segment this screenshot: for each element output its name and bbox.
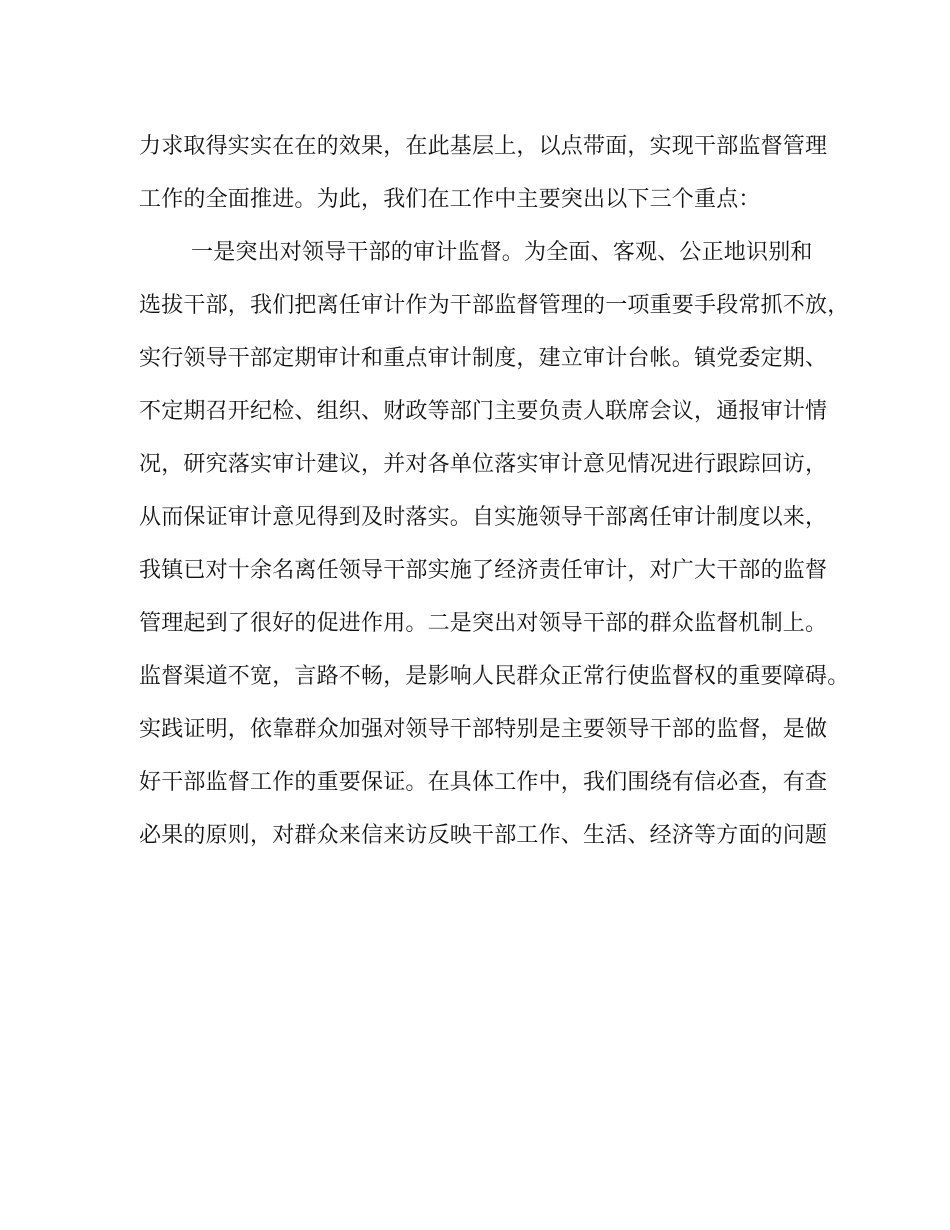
text-line-7: 况，研究落实审计建议，并对各单位落实审计意见情况进行跟踪回访， — [139, 452, 828, 477]
text-line-2: 工作的全面推进。为此，我们在工作中主要突出以下三个重点： — [139, 187, 761, 212]
text-line-5: 实行领导干部定期审计和重点审计制度，建立审计台帐。镇党委定期、 — [139, 346, 828, 371]
text-line-4: 选拔干部，我们把离任审计作为干部监督管理的一项重要手段常抓不放， — [139, 293, 850, 318]
text-line-14: 必果的原则，对群众来信来访反映干部工作、生活、经济等方面的问题 — [139, 823, 828, 848]
text-line-1: 力求取得实实在在的效果，在此基层上，以点带面，实现干部监督管理 — [139, 134, 828, 159]
text-line-3: 一是突出对领导干部的审计监督。为全面、客观、公正地识别和 — [191, 240, 813, 265]
text-line-12: 实践证明，依靠群众加强对领导干部特别是主要领导干部的监督，是做 — [139, 717, 828, 742]
text-line-8: 从而保证审计意见得到及时落实。自实施领导干部离任审计制度以来， — [139, 505, 828, 530]
body-text — [139, 121, 850, 862]
text-line-9: 我镇已对十余名离任领导干部实施了经济责任审计，对广大干部的监督 — [139, 558, 828, 583]
text-line-11: 监督渠道不宽，言路不畅，是影响人民群众正常行使监督权的重要障碍。 — [139, 664, 850, 689]
text-line-13: 好干部监督工作的重要保证。在具体工作中，我们围绕有信必查，有查 — [139, 770, 828, 795]
text-line-6: 不定期召开纪检、组织、财政等部门主要负责人联席会议，通报审计情 — [139, 399, 828, 424]
text-line-10: 管理起到了很好的促进作用。二是突出对领导干部的群众监督机制上。 — [139, 611, 828, 636]
